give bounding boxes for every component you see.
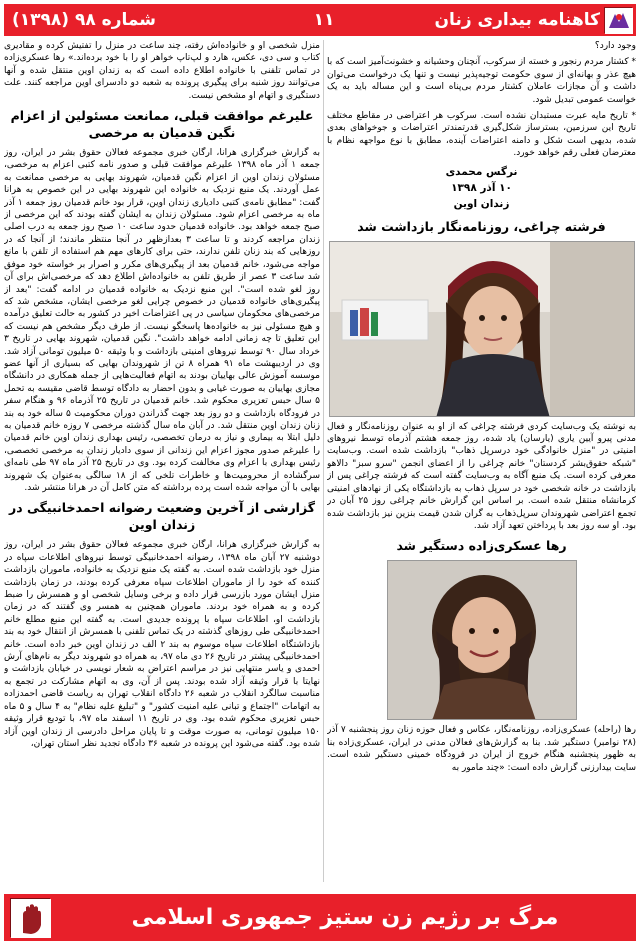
- footer-slogan: مرگ بر رژیم زن ستیز جمهوری اسلامی: [131, 905, 559, 930]
- intro-fragment: وجود دارد؟: [594, 41, 636, 51]
- masthead-logo-icon: [604, 7, 632, 33]
- continuation-paragraph: منزل شخصی او و خانواده‌اش رفته، چند ساعت در منزل را تفتیش کرده و مقادیری کتاب و سی دی، عکس، هارد و لپ‌تاپ خواهر او را با خود برده‌اند.» رها عسکری‌زاده در تماس تلفنی با خانواده اطلاع داده است که به زندان اوین منتقل شده و آنها می‌توانند روز شنبه برای پیگیری پرونده به شعبه دو دادسرای اوین مراجعه کنند. علت دستگیری و اتهام او مشخص نیست.: [4, 41, 320, 101]
- article-title: فرشته چراغی، روزنامه‌نگار بازداشت شد: [357, 218, 606, 234]
- article-body: به گزارش خبرگزاری هرانا، ارگان خبری مجموعه فعالان حقوق بشر در ایران، روز جمعه ۱ آذر ماه ۱۳۹۸ علیرغم موافقت قبلی و صدور نامه کتبی اعزام به مرخصی، مسئولان زندان اوین از اعزام نگین قدمیان، شهروند بهایی به مرخصی ممانعت به عمل آوردند. یک منبع نزدیک به خانواده این شهروند بهایی در این خصوص به هرانا گفت: "مطابق نامه‌ی کتبی دادیاری زندان اوین، قرار بود خانم قدمیان روز جمعه ۱ آذر ماه به مرخصی اعزام شود. مسئولان زندان به ایشان گفته بودند که این مرخصی از صبح جمعه خواهد بود. خانواده قدمیان حدود ساعت ۱۰ صبح روز جمعه به درب اصلی زندان مراجعه کردند و تا ساعت ۳ بعدازظهر در آنجا منتظر ماندند؛ از آنجا که در روزهایی که بند زنان تلفن ندارند، حتی برای کارهای مهم هم استفاده از تلفن با مانع مواجه می‌شود، خانم قدمیان بعد از پیگیری‌های مکرر و اصرار بر خواسته خود موفق شد ساعت ۳ عصر از طریق تلفن به خانواده‌اش اطلاع دهد که مرخصی‌اش برای آن روز لغو شده است". این منبع نزدیک به خانواده قدمیان در ادامه گفت: "بعد از پیگیری‌های خانواده قدمیان در خصوص چرایی لغو مرخصی ایشان، مشخص شد که مرخصی‌های محکومان سیاسی در پی اعتراضات اخیر در کشور به حالت تعلیق درآمده و هیچ مسئولی نیز به خانواده‌ها پاسخگو نیست. از طرف دیگر مشخص هم نیست که این تعلیق تا چه زمانی ادامه خواهد داشت". نگین قدمیان، شهروند بهایی در تاریخ ۳ خرداد سال ۹۰ توسط نیروهای امنیتی بازداشت و با وثیقه ۵۰ میلیون تومانی آزاد شد. وی در اردیبهشت ماه ۹۱ همراه ۸ تن از شهروندان بهایی که بسیاری از آنها عضو موسسه آموزش عالی بهاییان بودند به اتهام فعالیت‌هایی از جمله همکاری در دانشگاه مجازی بهاییان به صورت غیابی و بدون احضار به دادگاه توسط قاضی مقیسه به تحمل ۵ سال حبس تعزیری محکوم شد. خانم قدمیان در تاریخ ۲۵ آذرماه ۹۶ و هنگام سفر در فرودگاه بازداشت و دو روز بعد جهت گذراندن دوران محکومیت ۵ ساله خود به بند زنان زندان اوین منتقل شد. در آبان ماه سال گذشته مرخصی ۷ روزه خانم قدمیان به دلیل ابتلا به بیماری و نیاز به درمان تخصصی، رئیس بهداری زندان اوین خانم قدمیان را علیرغم صدور مجوز اعزام این زندانی از سوی دادیار زندان به مرخصی تخصصی، رئیس بهداری با اعزام وی مخالفت کرده بود. وی در تاریخ ۲۵ آذر ماه ۹۷ طی نامه‌ای سرگشاده از محرومیت‌ها و خاطرات تلخی که از ۱۸ سالگی به‌عنوان یک شهروند بهایی با آن مواجه شده است پرده برداشته که متن کامل آن در هرانا منتشر شد.: [4, 148, 320, 493]
- signature-place: زندان اوین: [453, 197, 510, 210]
- left-column: [4, 40, 320, 882]
- signature-name: نرگس محمدی: [445, 165, 518, 178]
- article-title: گزارشی از آخرین وضعیت رضوانه احمدخانبیگی در زندان اوین: [9, 500, 315, 533]
- page-number: ۱۱: [313, 10, 335, 30]
- article-body: به گزارش خبرگزاری هرانا، ارگان خبری مجموعه فعالان حقوق بشر در ایران، روز دوشنبه ۲۷ آبان ماه ۱۳۹۸، رضوانه احمدخانبیگی توسط نیروهای اطلاعات سپاه در منزل خود بازداشت شده است. به گفته یک منبع نزدیک به خانواده، ماموران بازداشت کننده که خود را از ماموران اطلاعات سپاه معرفی کرده بودند، در زمان بازداشت منزل ایشان مورد بازرسی قرار داده و برخی وسایل شخصی او و همسرش را ضبط کرده و به همراه خود بردند. ماموران همچنین به همسر وی گفتند که در زمان بازداشت او، اطلاعات سپاه با پرونده جدیدی است. به گفته این منبع مطلع خانم احمدخانبیگی طی روزهای گذشته در یک تماس تلفنی با همسرش از انتقال خود به بند بازداشتگاه اطلاعات سپاه موسوم به بند ۲ الف در زندان اوین خبر داده است. خانم احمدخانبیگی پیشتر در تاریخ ۲۶ دی ماه ۹۷، به همراه دو شهروند دیگر به نام‌های آرش احمدی و یاسر منتهایی نیز در مراسم اعتراض به شعار نویسی در خیابان بازداشت و نهایتا با قرار وثیقه آزاد شده بودند. پس از آن، وی به اتهام مشارکت در تجمع به مناسبت سالگرد انقلاب در شعبه ۲۶ دادگاه انقلاب تهران به ریاست قاضی احمدزاده به اتهامات "اجتماع و تبانی علیه امنیت کشور" و "تبلیغ علیه نظام" به ۴ سال و ۵ ماه حبس تعزیری محکوم شده بود. وی در تاریخ ۱۱ اسفند ماه ۹۷، با تودیع قرار وثیقه ۱۵۰ میلیون تومانی، به صورت موقت و تا پایان مراحل دادرسی از زندان اوین آزاد شده بود. گفته می‌شود این پرونده در شعبه ۳۶ دادگاه تجدید نظر استان تهران،: [4, 540, 320, 749]
- article-title: رها عسکری‌زاده دستگیر شد: [396, 538, 567, 554]
- article-body: به نوشته یک وب‌سایت کردی فرشته چراغی که از او به عنوان روزنامه‌نگار و فعال مدنی پیرو آیین یاری (یارسان) یاد شده، روز جمعه هشتم آذرماه توسط نیروهای امنیتی در "منزل خانوادگی خود درسرپل ذهاب" بازداشت شده است. وب‌سایت "شبکه حقوق‌بشر کردستان" خانم چراغی را از اعضای انجمن "سرو سبز" دالاهو معرفی کرده است. یک منبع آگاه به وب‌سایت گفته است که فرشته چراغی پس از بازداشت در خانه شخصی خود در سرپل ذهاب به بازداشتگاه یکی از نهادهای امنیتی کرمانشاه منتقل شده است. بر اساس این گزارش خانم چراغی روز ۲۵ آبان در تجمع اعتراضی شهروندان سرپل‌ذهاب به گران شدن قیمت بنزین نیز بازداشت شده بود. او سه روز بعد با پرداختن تعهد آزاد شد.: [327, 421, 636, 531]
- page-footer: [4, 894, 636, 941]
- masthead-title: کاهنامه بیداری زنان: [434, 10, 600, 30]
- stop-hand-logo-icon: [10, 898, 50, 937]
- article-body: رها (راحله) عسکری‌زاده، روزنامه‌نگار، عکاس و فعال حوزه زنان روز پنجشنبه ۷ آذر (۲۸ نوامبر) دستگیر شد. بنا به گزارش‌های فعالان مدنی در ایران، عسکری‌زاده بنا به ظهور پنجشنبه هنگام خروج از ایران در فرودگاه خمینی دستگیر شده است. سایت بیدارزنی گزارش داده است: «چند مامور به: [327, 725, 636, 773]
- article-photo: [387, 560, 577, 720]
- bullet-paragraph: * کشتار مردم رنجور و خسته از سرکوب، آنچنان وحشیانه و خشونت‌آمیز است که با هیچ عذر و بهانه‌ای از سوی حکومت توجیه‌پذیر نیست و تنها یک درخواست می‌توان داشت و آن مجازات عاملان کشتار مردم بی‌پناه است و این مساله باید به یک خواست عمومی تبدیل شود.: [327, 57, 636, 105]
- issue-number: شماره ۹۸ (۱۳۹۸): [12, 10, 157, 30]
- signature-date: ۱۰ آذر ۱۳۹۸: [451, 181, 512, 194]
- signature-block: [327, 164, 636, 212]
- article-photo: [329, 241, 635, 417]
- article-title: علیرغم موافقت قبلی، ممانعت مسئولین از اعزام نگین قدمیان به مرخصی: [10, 108, 314, 141]
- right-column: [327, 40, 636, 882]
- page-header: [4, 4, 636, 36]
- column-divider: [323, 40, 324, 882]
- bullet-paragraph: * تاریخ مایه عبرت مستبدان نشده است. سرکوب هر اعتراضی در مقاطع مختلف تاریخ این سرزمین، بسترساز شکل‌گیری قدرتمندتر اعتراضات و جوخوا‌های بعدی شده، بدیهی است شکل و دامنه اعتراضات آینده، مطابق با نوع مواجهه نظام با معترضان فعلی رقم خواهد خورد.: [327, 111, 636, 159]
